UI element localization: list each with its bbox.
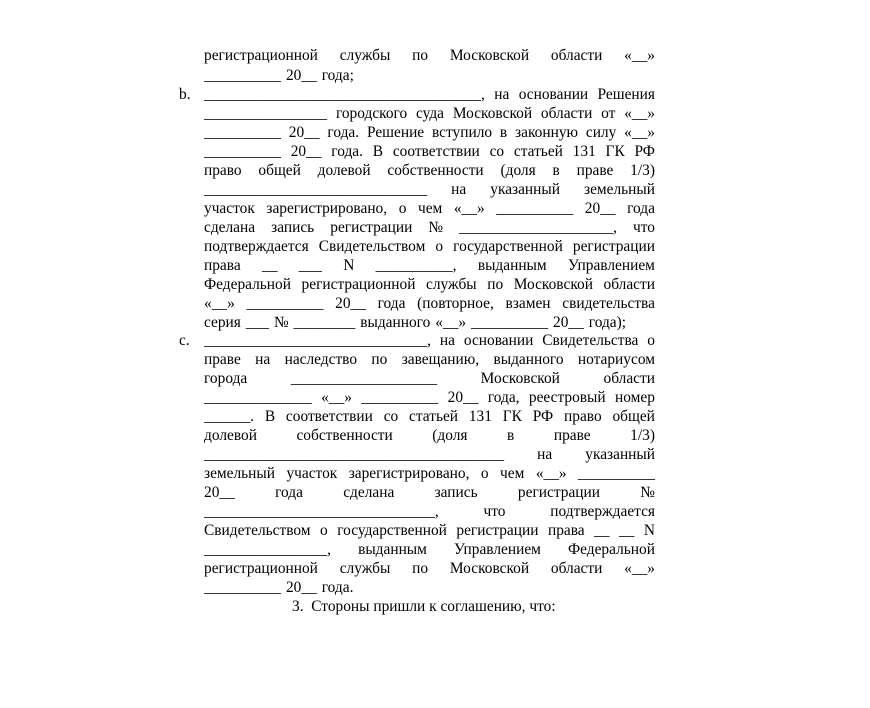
text-word: по: [371, 351, 388, 368]
text-word: Свидетельством: [318, 238, 426, 255]
text-word: 20__: [447, 389, 479, 406]
text-word: ________________,: [204, 541, 331, 558]
text-word: (повторное,: [417, 295, 494, 312]
text-word: города: [204, 370, 248, 387]
text-word: ___: [245, 314, 269, 331]
text-word: статьей: [513, 143, 563, 160]
text-word: праве: [204, 351, 241, 368]
text-word: __________: [204, 143, 281, 160]
text-word: о: [320, 522, 328, 539]
text-word: о: [480, 465, 489, 482]
text-word: Московской: [452, 105, 533, 122]
text-line: [204, 369, 655, 388]
text-word: указанный: [490, 181, 560, 198]
text-line: [204, 559, 655, 578]
text-word: регистрации: [572, 238, 655, 255]
text-line: [204, 142, 655, 161]
text-line: [204, 578, 655, 597]
text-word: ______.: [204, 408, 255, 425]
text-line: [204, 123, 655, 142]
text-word: государственной: [337, 522, 447, 539]
text-word: 20__: [290, 143, 322, 160]
text-word: Управлением: [453, 541, 541, 558]
text-line: [204, 313, 655, 332]
text-word: на: [255, 351, 271, 368]
text-word: 20__: [204, 484, 235, 501]
text-word: года: [377, 295, 406, 312]
text-word: ___________________: [290, 370, 438, 387]
text-word: законную: [515, 124, 579, 141]
text-word: Московской: [449, 560, 530, 577]
text-word: ГК: [605, 143, 625, 160]
text-word: подтверждается: [204, 238, 309, 255]
text-word: 1/3): [630, 427, 655, 444]
text-word: участок: [204, 200, 255, 217]
text-word: соответствии: [392, 143, 480, 160]
text-word: запись: [434, 484, 478, 501]
text-word: __: [618, 522, 635, 539]
text-word: праве: [576, 162, 614, 179]
text-word: N: [643, 522, 655, 539]
text-word: «__»: [453, 200, 485, 217]
text-word: запись: [271, 219, 315, 236]
text-word: указанный: [585, 446, 655, 463]
text-word: со: [383, 408, 399, 425]
text-word: серия: [204, 314, 241, 331]
text-word: силу: [585, 124, 617, 141]
text-word: подтверждается: [550, 503, 655, 520]
text-word: по: [412, 560, 429, 577]
text-word: ____________________________________,: [204, 86, 485, 103]
text-word: области: [550, 560, 603, 577]
text-word: регистрации: [456, 522, 539, 539]
text-word: на: [494, 86, 510, 103]
text-word: «__»: [535, 465, 567, 482]
text-word: права: [547, 522, 585, 539]
text-word: что: [633, 219, 655, 236]
text-word: 131: [572, 143, 596, 160]
text-word: Свидетельством: [204, 522, 311, 539]
text-line: [204, 464, 655, 483]
text-word: по: [412, 47, 429, 64]
text-word: Московской: [480, 370, 560, 387]
text-word: право: [564, 408, 602, 425]
text-word: долевой: [317, 162, 371, 179]
text-word: долевой: [204, 427, 257, 444]
text-word: __: [594, 522, 610, 539]
text-word: «__»: [321, 389, 352, 406]
text-word: участок: [286, 465, 338, 482]
text-word: области: [550, 47, 603, 64]
text-word: свидетельства: [562, 295, 655, 312]
text-line: [204, 66, 655, 85]
text-line: [204, 540, 655, 559]
text-word: №: [428, 219, 444, 236]
text-word: __________: [204, 67, 281, 84]
text-word: 1/3): [630, 162, 655, 179]
text-word: статьей: [409, 408, 459, 425]
text-line: [204, 331, 655, 350]
text-word: ________: [293, 314, 356, 331]
text-word: регистрационной: [204, 560, 318, 577]
text-word: городского: [335, 105, 408, 122]
text-word: 20__: [285, 67, 317, 84]
text-line: [204, 521, 655, 540]
text-word: «__»: [624, 560, 655, 577]
text-word: со: [489, 143, 505, 160]
text-line: [204, 388, 655, 407]
text-line: [204, 256, 655, 275]
text-line: [204, 237, 655, 256]
text-word: ______________: [204, 389, 312, 406]
text-word: права: [204, 257, 241, 274]
text-word: земельный: [204, 465, 275, 482]
text-line: [204, 483, 655, 502]
text-word: №: [273, 314, 289, 331]
text-word: Решение: [366, 124, 425, 141]
text-word: о: [398, 200, 407, 217]
text-word: ______________________________,: [204, 503, 439, 520]
list-marker-c: c.: [179, 332, 190, 349]
text-word: №: [640, 484, 655, 501]
section-heading: 3. Стороны пришли к соглашению, что:: [292, 598, 556, 615]
text-word: Федеральной: [204, 276, 291, 293]
text-word: на: [451, 181, 467, 198]
text-line: [204, 161, 655, 180]
text-word: __________: [471, 314, 549, 331]
text-word: 20__: [335, 295, 366, 312]
text-word: сделана: [343, 484, 395, 501]
text-word: (доля: [432, 427, 468, 444]
text-word: __________: [361, 389, 439, 406]
text-word: года: [627, 200, 655, 217]
text-line: [204, 294, 655, 313]
text-word: области: [603, 276, 655, 293]
text-word: области: [603, 370, 655, 387]
text-word: зарегистрировано,: [266, 200, 388, 217]
text-word: Решения: [597, 86, 655, 103]
text-word: регистрационной: [301, 276, 416, 293]
text-line: [204, 350, 655, 369]
text-word: в: [499, 124, 508, 141]
text-word: Свидетельства: [542, 332, 639, 349]
text-line: [204, 426, 655, 445]
text-word: взамен: [505, 295, 551, 312]
text-word: «__»: [624, 124, 655, 141]
text-word: службы: [339, 47, 391, 64]
text-word: «__»: [624, 105, 655, 122]
text-word: выданным: [477, 257, 547, 274]
text-word: 131: [468, 408, 492, 425]
text-line: [204, 275, 655, 294]
text-word: соответствии: [285, 408, 373, 425]
text-word: в: [552, 162, 560, 179]
text-word: чем: [417, 200, 443, 217]
text-word: регистрации: [517, 484, 600, 501]
text-word: года.: [321, 579, 354, 596]
text-line: [204, 46, 655, 65]
text-word: года.: [331, 143, 363, 160]
text-word: на: [439, 332, 455, 349]
text-line: [204, 85, 655, 104]
text-word: Федеральной: [567, 541, 655, 558]
text-word: Московской: [513, 276, 593, 293]
text-word: зарегистрировано,: [348, 465, 470, 482]
text-line: [204, 218, 655, 237]
text-word: завещанию,: [401, 351, 480, 368]
text-word: службы: [426, 276, 477, 293]
text-word: ____________________,: [459, 219, 617, 236]
text-word: _______________________________________: [204, 446, 505, 463]
text-word: года;: [321, 67, 354, 84]
text-word: «__»: [204, 295, 235, 312]
text-word: о: [435, 238, 444, 255]
text-word: _____________________________,: [204, 332, 432, 349]
text-word: в: [507, 427, 515, 444]
text-line: [204, 445, 655, 464]
text-word: 20__: [288, 124, 320, 141]
text-word: _____________________________: [204, 181, 428, 198]
text-word: суда: [416, 105, 445, 122]
text-line: [204, 180, 655, 199]
text-word: регистрации: [330, 219, 413, 236]
text-word: ___: [298, 257, 322, 274]
text-line: [204, 199, 655, 218]
text-word: ГК: [502, 408, 522, 425]
text-word: реестровый: [528, 389, 606, 406]
text-word: по: [487, 276, 504, 293]
text-word: на: [537, 446, 553, 463]
text-word: 20__: [584, 200, 616, 217]
text-word: года.: [327, 124, 360, 141]
text-word: выданного: [493, 351, 564, 368]
text-word: __________: [204, 579, 281, 596]
text-word: наследство: [284, 351, 358, 368]
text-word: общей: [258, 162, 301, 179]
text-line: [204, 104, 655, 123]
text-word: собственности: [296, 427, 393, 444]
text-word: земельный: [583, 181, 655, 198]
text-word: нотариусом: [577, 351, 655, 368]
text-word: основании: [518, 86, 589, 103]
text-word: В: [264, 408, 276, 425]
text-word: о: [647, 332, 655, 349]
text-word: Управлением: [567, 257, 655, 274]
text-word: ________________: [204, 105, 328, 122]
text-word: сделана: [204, 219, 256, 236]
text-word: 20__: [285, 579, 317, 596]
text-word: выданного: [360, 314, 431, 331]
text-word: право: [204, 162, 242, 179]
text-word: службы: [339, 560, 391, 577]
text-word: N: [343, 257, 355, 274]
text-word: __________: [204, 124, 281, 141]
text-word: «__»: [435, 314, 467, 331]
text-word: области: [540, 105, 593, 122]
text-word: __________: [496, 200, 574, 217]
text-word: __: [262, 257, 278, 274]
text-word: от: [601, 105, 616, 122]
text-word: номер: [615, 389, 655, 406]
text-word: РФ: [532, 408, 554, 425]
text-word: года: [275, 484, 303, 501]
text-word: РФ: [634, 143, 655, 160]
text-word: праве: [553, 427, 591, 444]
text-word: общей: [612, 408, 655, 425]
text-word: __________,: [375, 257, 457, 274]
text-word: года);: [588, 314, 627, 331]
text-word: __________: [246, 295, 324, 312]
text-word: В: [372, 143, 384, 160]
list-marker-b: b.: [179, 86, 191, 103]
text-word: что: [483, 503, 506, 520]
text-word: Московской: [449, 47, 530, 64]
text-word: (доля: [500, 162, 536, 179]
text-word: собственности: [387, 162, 484, 179]
text-word: «__»: [624, 47, 655, 64]
text-word: государственной: [453, 238, 563, 255]
text-line: [204, 502, 655, 521]
text-word: чем: [500, 465, 525, 482]
text-word: основании: [463, 332, 534, 349]
text-word: __________: [578, 465, 655, 482]
text-word: выданным: [358, 541, 427, 558]
text-word: года,: [487, 389, 520, 406]
text-word: регистрационной: [204, 47, 318, 64]
text-word: 20__: [553, 314, 584, 331]
text-line: [204, 407, 655, 426]
text-word: вступило: [432, 124, 493, 141]
